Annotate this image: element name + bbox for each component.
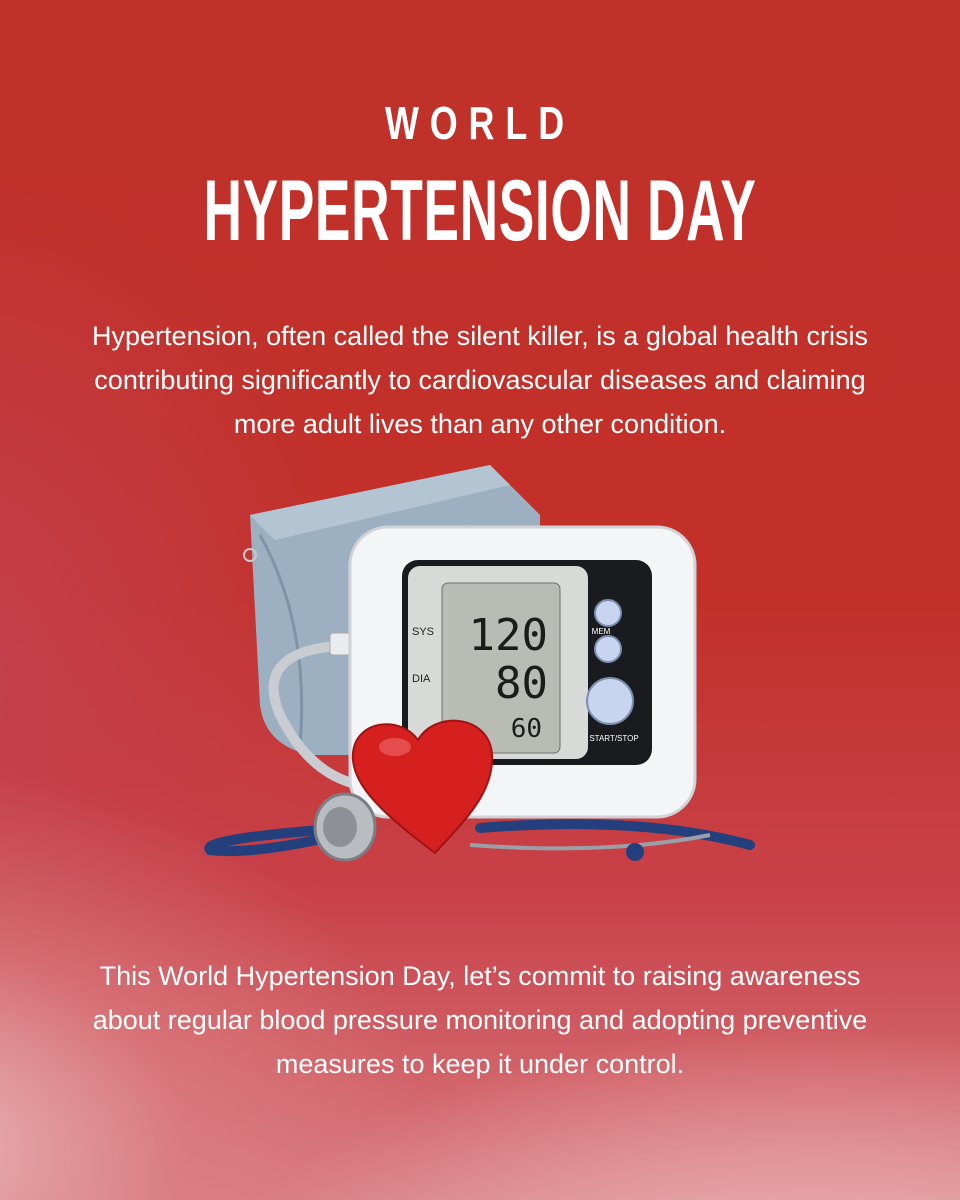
title-world: WORLD <box>384 97 576 149</box>
down-button <box>595 636 621 662</box>
dia-label: DIA <box>412 673 431 685</box>
diastolic-value: 80 <box>495 658 548 709</box>
intro-paragraph: Hypertension, often called the silent killer, is a global health crisis contributing significantly to cardiovascular diseases and claiming more adult lives than any other condition. <box>92 321 868 439</box>
start-stop-button <box>587 678 633 724</box>
start-stop-label: START/STOP <box>589 734 639 743</box>
mem-label: MEM <box>591 627 611 636</box>
up-button <box>595 600 621 626</box>
closing-paragraph: This World Hypertension Day, let’s commit to raising awareness about regular blood pressure monitoring and adopting preventive measures to keep it under control. <box>92 961 868 1079</box>
pulse-value: 60 <box>510 714 542 744</box>
systolic-value: 120 <box>468 610 548 661</box>
stethoscope-earpiece-icon <box>626 843 644 861</box>
stethoscope-chestpiece-icon <box>315 794 375 860</box>
title-hypertension-day: HYPERTENSION DAY <box>203 163 757 259</box>
sys-label: SYS <box>412 626 435 638</box>
blood-pressure-monitor-illustration <box>190 455 770 875</box>
